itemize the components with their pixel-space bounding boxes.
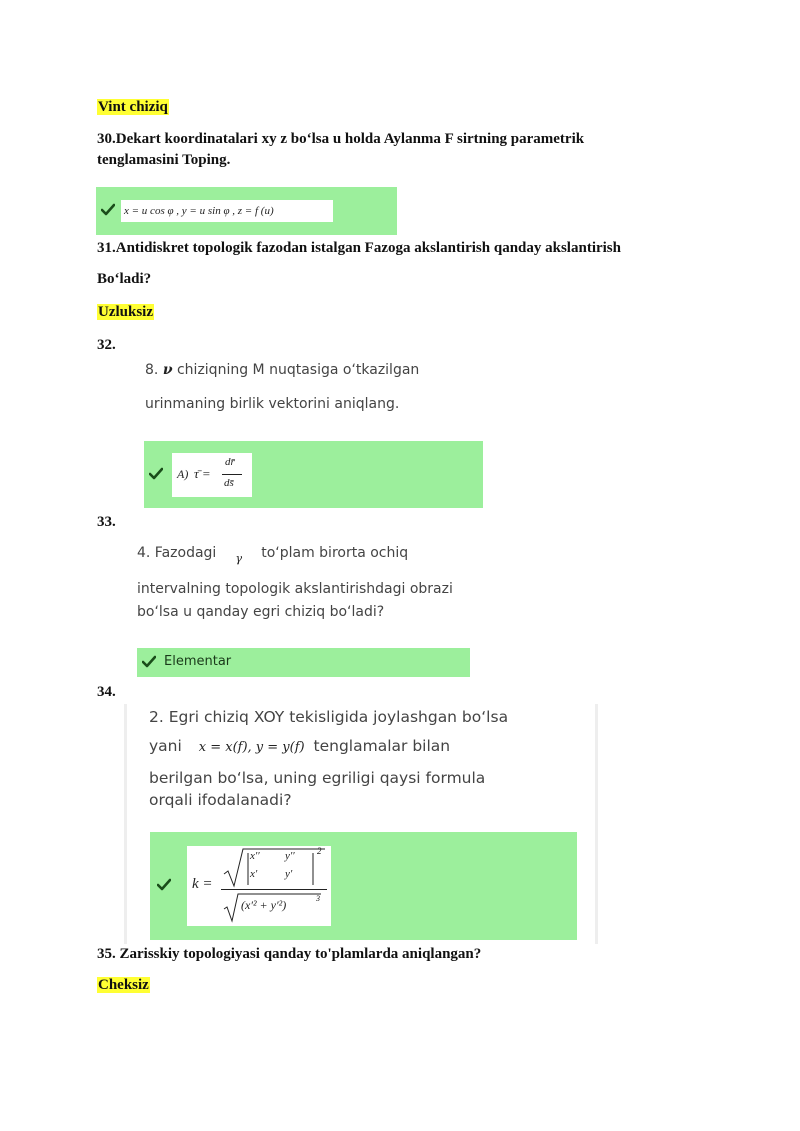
q34-answer-formula: k = x′′ y′′ x′ y′ 2 (x′² + y′²) 3: [187, 846, 331, 926]
q34-image-frame: [124, 704, 598, 944]
q33-number: 33.: [97, 514, 116, 530]
q34-number: 34.: [97, 684, 116, 700]
check-icon: [101, 203, 115, 217]
check-icon: [157, 878, 171, 892]
q35-text: 35. Zarisskiy topologiyasi qanday to'plamlarda aniqlangan?: [97, 946, 482, 962]
q35-answer: Cheksiz: [98, 977, 149, 993]
q34-image-line1: 2. Egri chiziq XOY tekisligida joylashgan bo‘lsa: [149, 708, 509, 726]
q30-answer-formula: x = u cos φ , y = u sin φ , z = f (u): [121, 200, 333, 222]
check-icon: [149, 467, 163, 481]
q33-answer-box: [137, 648, 470, 677]
q30-answer-box: [96, 187, 397, 235]
section-title: Vint chiziq: [98, 99, 168, 115]
q33-image-line3: bo‘lsa u qanday egri chiziq bo‘ladi?: [137, 604, 385, 620]
q31-text-line2: Bo‘ladi?: [97, 271, 152, 287]
q34-image-line3: berilgan bo‘lsa, uning egriligi qaysi formula: [149, 769, 486, 787]
q32-answer-box: [144, 441, 483, 508]
q34-answer-box: [150, 832, 577, 940]
q32-image-line1: 8. ν chiziqning M nuqtasiga o‘tkazilgan: [145, 362, 420, 378]
q32-image-line2: urinmaning birlik vektorini aniqlang.: [145, 396, 400, 412]
q32-answer-formula: A) τ̄ = dr̄ ds̄: [172, 453, 252, 497]
q30-text-line2: tenglamasini Toping.: [97, 152, 231, 168]
q33-image-line1: 4. Fazodagi γ to‘plam birorta ochiq: [137, 545, 409, 565]
q31-answer: Uzluksiz: [98, 304, 154, 320]
q33-answer-text: Elementar: [164, 654, 232, 669]
q30-text-line1: 30.Dekart koordinatalari xy z bo‘lsa u holda Aylanma F sirtning parametrik: [97, 131, 585, 147]
q33-image-line2: intervalning topologik akslantirishdagi obrazi: [137, 581, 453, 597]
q32-number: 32.: [97, 337, 116, 353]
q31-text-line1: 31.Antidiskret topologik fazodan istalgan Fazoga akslantirish qanday akslantirish: [97, 240, 621, 256]
q34-image-line4: orqali ifodalanadi?: [149, 791, 292, 809]
check-icon: [142, 655, 156, 669]
q34-image-line2: yani x = x(f), y = y(f) tenglamalar bilan: [149, 737, 451, 755]
